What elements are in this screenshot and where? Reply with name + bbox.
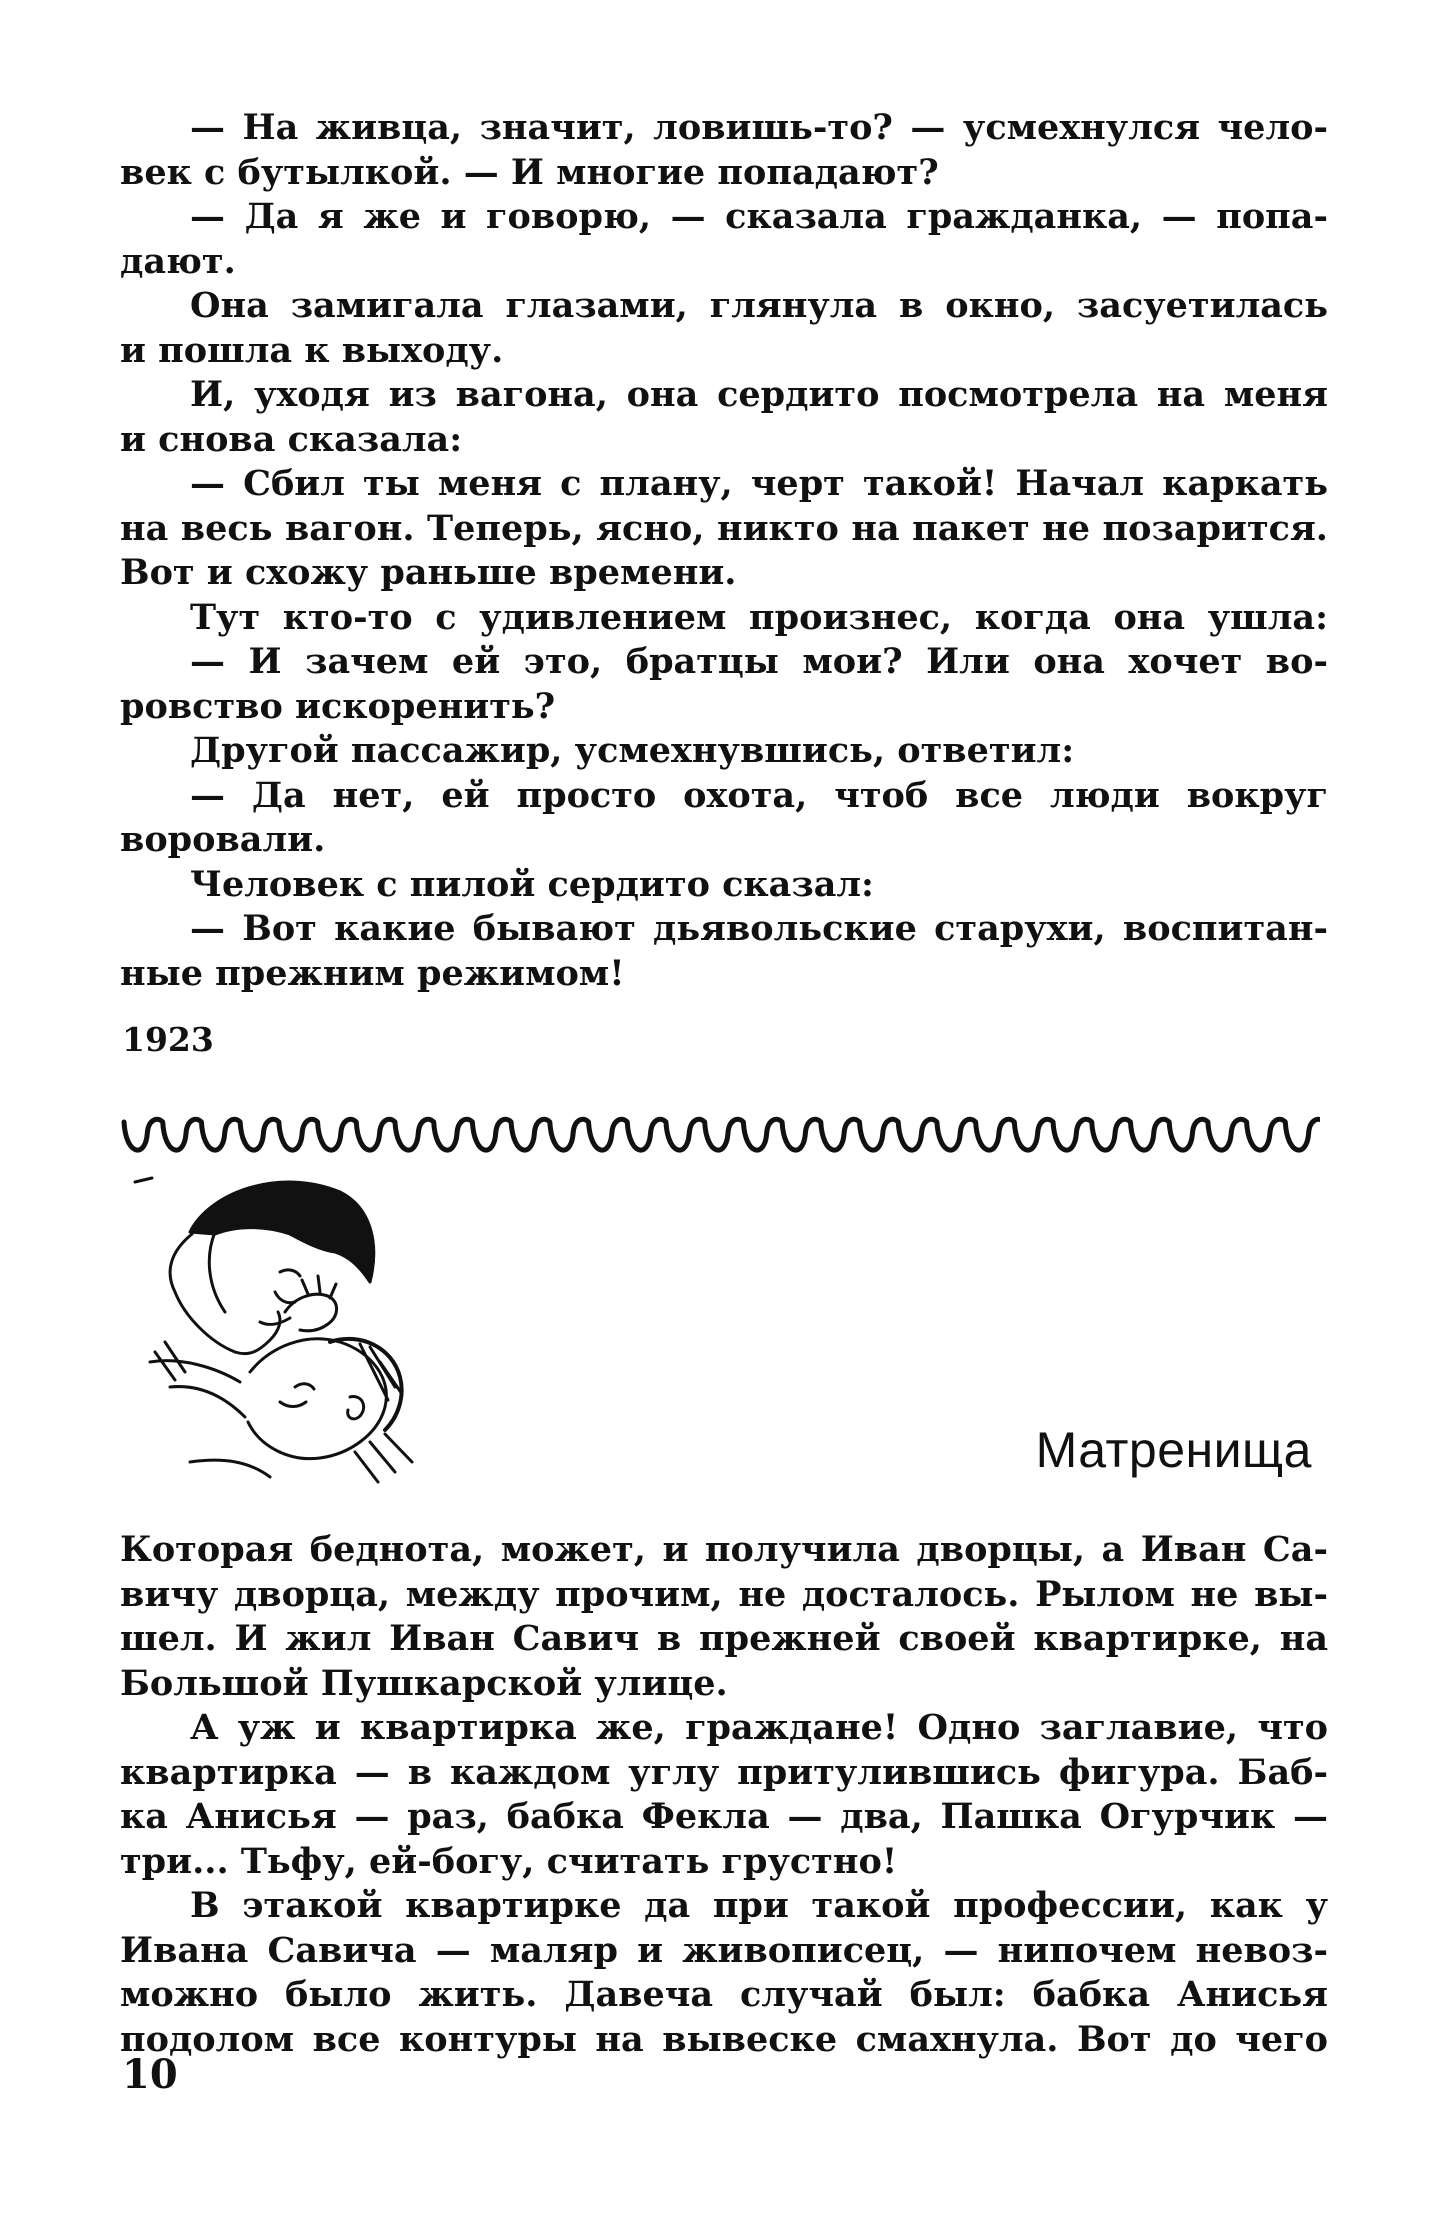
- upper-text: [120, 106, 1328, 996]
- text-line: Которая беднота, может, и получила дворцы, а Иван Са-: [120, 1529, 1328, 1570]
- upper-cheek: [209, 1232, 225, 1312]
- text-line: воровали.: [120, 819, 326, 860]
- upper-nose: [275, 1292, 295, 1303]
- text-line: дают.: [120, 240, 236, 282]
- hand: [285, 1294, 337, 1330]
- story-title: Матренища: [1035, 1422, 1312, 1478]
- text-line: можно было жить. Давеча случай был: бабка Анисья: [120, 1974, 1328, 2015]
- ornament-wave: [124, 1119, 1320, 1150]
- text-line: и снова сказала:: [120, 418, 463, 460]
- text-line: — Вот какие бывают дьявольские старухи, воспитан-: [190, 908, 1328, 949]
- collar: [170, 1387, 245, 1417]
- lower-mouth: [280, 1402, 306, 1407]
- text-line: Человек с пилой сердито сказал:: [190, 863, 874, 905]
- text-line: В этакой квартирке да при такой профессии, как у: [190, 1885, 1328, 1926]
- year: 1923: [122, 1020, 214, 1059]
- text-line: подолом все контуры на вывеске смахнула. Вот до чего: [120, 2018, 1328, 2060]
- text-line: Ивана Савича — маляр и живописец, — нипочем невоз-: [120, 1929, 1328, 1971]
- text-line: Она замигала глазами, глянула в окно, засуетилась: [190, 285, 1328, 326]
- text-line: Вот и схожу раньше времени.: [120, 552, 737, 593]
- text-line: ные прежним режимом!: [120, 952, 625, 994]
- text-line: ка Анисья — раз, бабка Фекла — два, Пашка Огурчик —: [120, 1796, 1328, 1837]
- text-line: — Сбил ты меня с плану, черт такой! Начал каркать: [190, 463, 1328, 504]
- lower-eye: [295, 1384, 314, 1389]
- upper-face: [170, 1234, 280, 1354]
- text-line: ровство искоренить?: [120, 685, 556, 727]
- text-line: Большой Пушкарской улице.: [120, 1662, 728, 1704]
- text-line: квартирка — в каждом углу притулившись фигура. Баб-: [120, 1751, 1328, 1793]
- shoulder-lower: [190, 1460, 270, 1477]
- ornament-border: [120, 1108, 1320, 1164]
- illustration: [130, 1172, 450, 1492]
- text-line: век с бутылкой. — И многие попадают?: [120, 151, 939, 193]
- text-line: И, уходя из вагона, она сердито посмотрела на меня: [190, 374, 1328, 415]
- text-line: — Да я же и говорю, — сказала гражданка, — попа-: [190, 196, 1328, 237]
- text-line: три... Тьфу, ей-богу, считать грустно!: [120, 1840, 898, 1882]
- text-line: и пошла к выходу.: [120, 329, 504, 371]
- upper-eye: [280, 1270, 300, 1276]
- text-line: Тут кто-то с удивлением произнес, когда она ушла:: [190, 596, 1328, 638]
- text-line: — Да нет, ей просто охота, чтоб все люди вокруг: [190, 774, 1328, 816]
- lower-text: [120, 1528, 1328, 2062]
- upper-mouth: [260, 1318, 290, 1325]
- text-line: А уж и квартирка же, граждане! Одно заглавие, что: [190, 1707, 1328, 1748]
- text-line: — На живца, значит, ловишь-то? — усмехнулся чело-: [190, 107, 1328, 148]
- lower-ear: [348, 1397, 364, 1419]
- upper-hair: [190, 1182, 374, 1282]
- text-line: вичу дворца, между прочим, не досталось. Рылом не вы-: [120, 1573, 1328, 1615]
- text-line: шел. И жил Иван Савич в прежней своей квартирке, на: [120, 1618, 1328, 1659]
- text-line: Другой пассажир, усмехнувшись, ответил:: [190, 730, 1075, 771]
- text-line: на весь вагон. Теперь, ясно, никто на пакет не позарится.: [120, 507, 1328, 549]
- page-number: 10: [122, 2051, 178, 2098]
- stroke-mark: [135, 1178, 152, 1182]
- text-line: — И зачем ей это, братцы мои? Или она хочет во-: [190, 641, 1328, 682]
